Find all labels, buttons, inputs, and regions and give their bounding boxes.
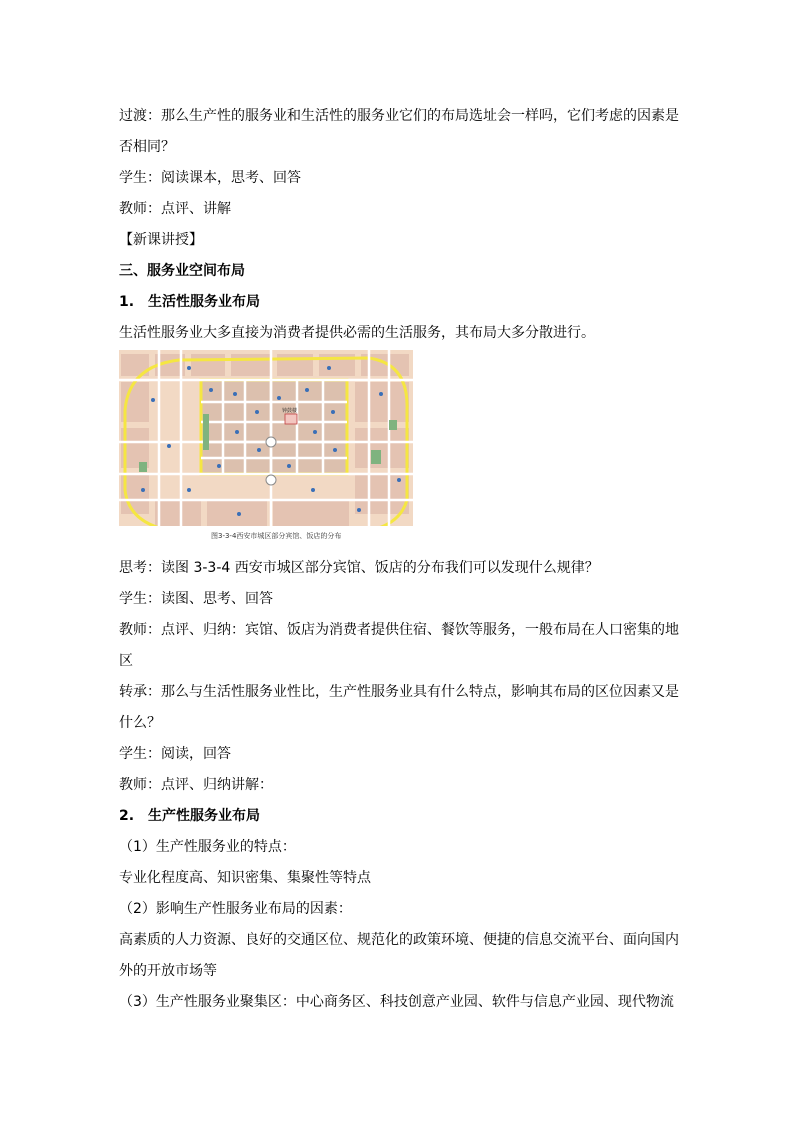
list-item-factors-body: 高素质的人力资源、良好的交通区位、规范化的政策环境、便捷的信息交流平台、面向国内 <box>119 932 679 948</box>
heading-subsection-1: 1. 生活性服务业布局 <box>119 294 261 310</box>
paragraph-transition-2-cont: 什么？ <box>119 715 161 731</box>
paragraph-student-1: 学生：阅读课本，思考、回答 <box>119 170 301 186</box>
figure-caption: 图3-3-4西安市城区部分宾馆、饭店的分布 <box>211 532 342 540</box>
list-item-factors-heading: （2）影响生产性服务业布局的因素： <box>119 901 352 917</box>
paragraph-think: 思考：读图 3-3-4 西安市城区部分宾馆、饭店的分布我们可以发现什么规律？ <box>119 560 599 576</box>
paragraph-student-3: 学生：阅读，回答 <box>119 746 231 762</box>
landmark-label: 钟鼓楼 <box>282 408 298 414</box>
paragraph-student-2: 学生：读图、思考、回答 <box>119 591 273 607</box>
paragraph-transition-2: 转承：那么与生活性服务业性比，生产性服务业具有什么特点，影响其布局的区位因素又是 <box>119 684 679 700</box>
heading-subsection-2: 2. 生产性服务业布局 <box>119 808 261 824</box>
paragraph-life-service: 生活性服务业大多直接为消费者提供必需的生活服务，其布局大多分散进行。 <box>119 325 595 341</box>
list-item-clusters: （3）生产性服务业聚集区：中心商务区、科技创意产业园、软件与信息产业园、现代物流 <box>119 994 674 1010</box>
landmark-bell-tower-marker <box>285 414 297 424</box>
paragraph-transition-cont: 否相同？ <box>119 139 175 155</box>
list-item-features-body: 专业化程度高、知识密集、集聚性等特点 <box>119 870 371 886</box>
list-item-features-heading: （1）生产性服务业的特点： <box>119 839 296 855</box>
xian-hotel-map-figure <box>119 350 413 543</box>
paragraph-transition: 过渡：那么生产性的服务业和生活性的服务业它们的布局选址会一样吗，它们考虑的因素是 <box>119 108 679 124</box>
roundabout-center <box>266 437 276 447</box>
section-marker-new-lesson: 【新课讲授】 <box>119 232 203 248</box>
list-item-factors-body-cont: 外的开放市场等 <box>119 963 217 979</box>
heading-section-3: 三、服务业空间布局 <box>119 263 245 279</box>
paragraph-teacher-2-cont: 区 <box>119 653 133 669</box>
document-body <box>119 101 679 1018</box>
xian-map-image <box>119 350 413 543</box>
paragraph-teacher-2: 教师：点评、归纳：宾馆、饭店为消费者提供住宿、餐饮等服务，一般布局在人口密集的地 <box>119 622 679 638</box>
paragraph-teacher-1: 教师：点评、讲解 <box>119 201 231 217</box>
paragraph-teacher-3: 教师：点评、归纳讲解： <box>119 777 273 793</box>
roundabout-south <box>266 475 276 485</box>
